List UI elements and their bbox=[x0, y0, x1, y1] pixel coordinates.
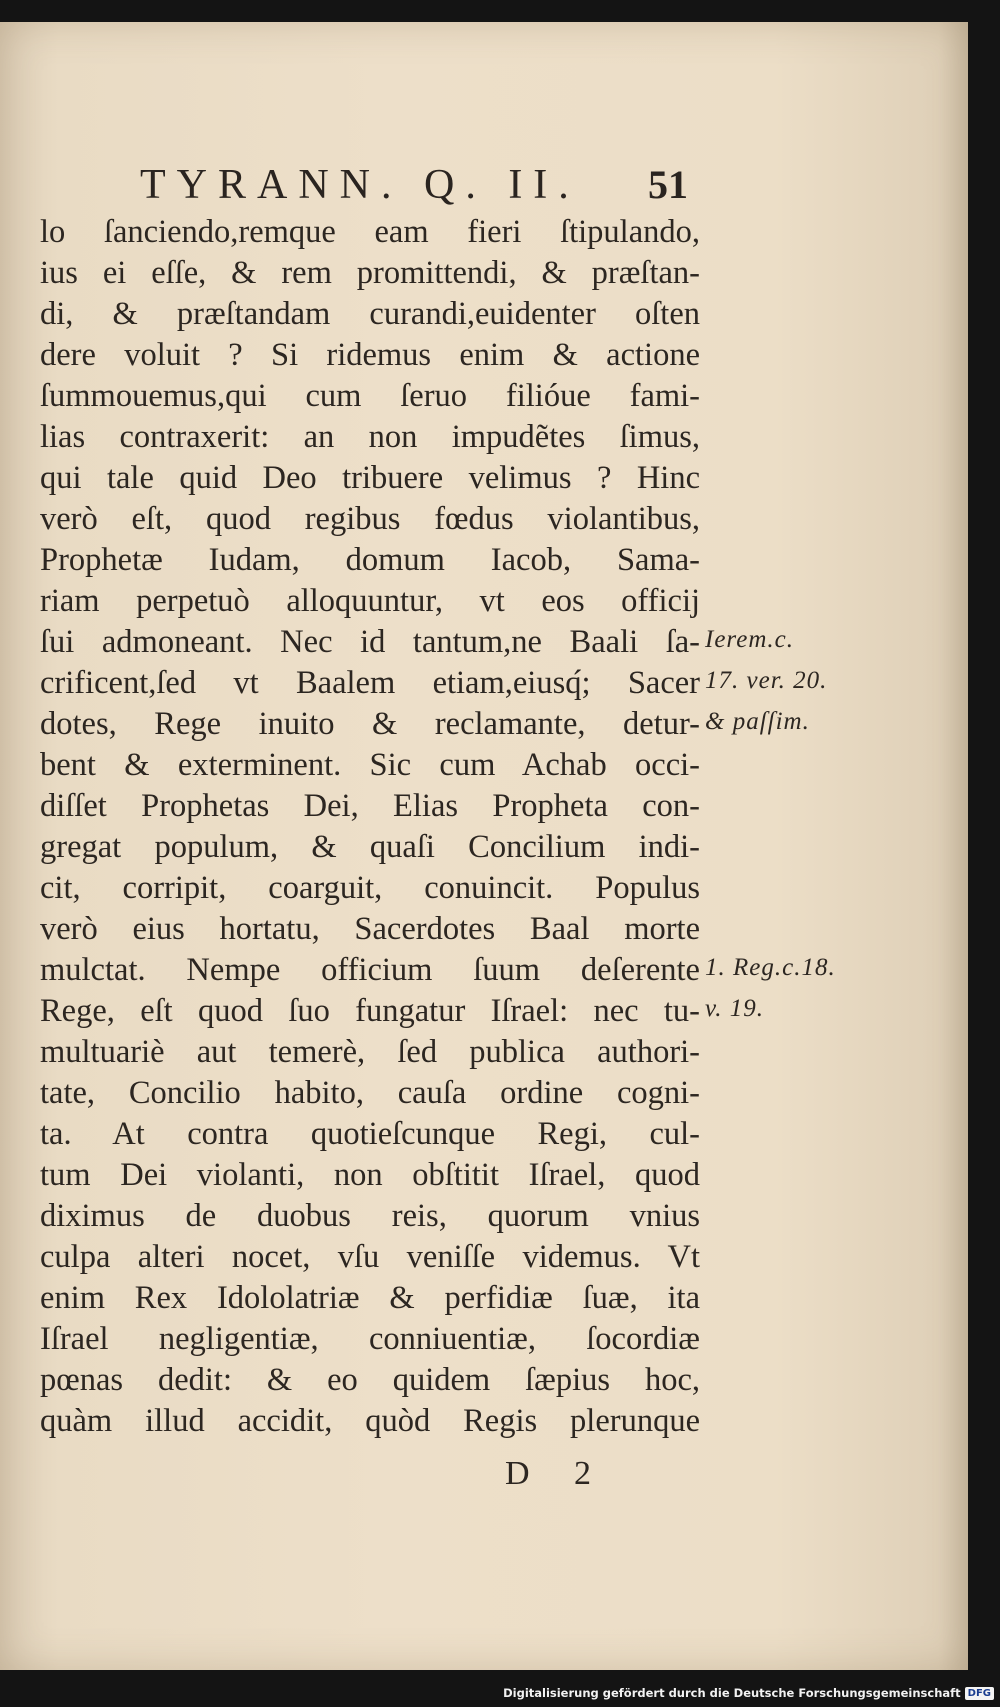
page-header bbox=[0, 160, 968, 210]
text-line: ius ei eſſe, & rem promittendi, & præſtan- bbox=[40, 255, 700, 291]
text-line: diximus de duobus reis, quorum vnius bbox=[40, 1198, 700, 1234]
text-line: enim Rex Idololatriæ & perfidiæ ſuæ, ita bbox=[40, 1280, 700, 1316]
text-line: crificent,ſed vt Baalem etiam,eiusq́; Sacer bbox=[40, 665, 700, 701]
credit-text: Digitalisierung gefördert durch die Deutsche Forschungsgemeinschaft bbox=[503, 1686, 961, 1700]
text-line: qui tale quid Deo tribuere velimus ? Hinc bbox=[40, 460, 700, 496]
page-number: 51 bbox=[648, 162, 688, 207]
text-line: quàm illud accidit, quòd Regis plerunque bbox=[40, 1403, 700, 1439]
text-line: culpa alteri nocet, vſu veniſſe videmus. Vt bbox=[40, 1239, 700, 1275]
text-line: Prophetæ Iudam, domum Iacob, Sama- bbox=[40, 542, 700, 578]
book-page bbox=[0, 22, 968, 1670]
marginal-note: 1. Reg.c.18. bbox=[705, 954, 836, 981]
text-line: ſui admoneant. Nec id tantum,ne Baali ſa- bbox=[40, 624, 700, 660]
text-line: ſummouemus,qui cum ſeruo filióue fami- bbox=[40, 378, 700, 414]
marginal-note: v. 19. bbox=[705, 995, 764, 1022]
dfg-logo-icon: DFG bbox=[965, 1687, 994, 1700]
text-line: tate, Concilio habito, cauſa ordine cogni- bbox=[40, 1075, 700, 1111]
digitization-credit bbox=[503, 1682, 994, 1704]
text-line: bent & exterminent. Sic cum Achab occi- bbox=[40, 747, 700, 783]
text-line: diſſet Prophetas Dei, Elias Propheta con- bbox=[40, 788, 700, 824]
text-line: multuariè aut temerè, ſed publica authori- bbox=[40, 1034, 700, 1070]
marginal-note: 17. ver. 20. bbox=[705, 667, 828, 694]
text-line: verò eſt, quod regibus fœdus violantibus, bbox=[40, 501, 700, 537]
text-line: lias contraxerit: an non impudẽtes ſimus, bbox=[40, 419, 700, 455]
running-title: TYRANN. Q. II. bbox=[140, 162, 580, 208]
text-line: tum Dei violanti, non obſtitit Iſrael, quod bbox=[40, 1157, 700, 1193]
text-line: verò eius hortatu, Sacerdotes Baal morte bbox=[40, 911, 700, 947]
marginal-note: Ierem.c. bbox=[705, 626, 794, 653]
text-line: ta. At contra quotieſcunque Regi, cul- bbox=[40, 1116, 700, 1152]
text-line: riam perpetuò alloquuntur, vt eos officij bbox=[40, 583, 700, 619]
text-line: lo ſanciendo,remque eam fieri ſtipulando, bbox=[40, 214, 700, 250]
text-line: cit, corripit, coarguit, conuincit. Populus bbox=[40, 870, 700, 906]
text-line: mulctat. Nempe officium ſuum deſerente bbox=[40, 952, 700, 988]
text-line: di, & præſtandam curandi,euidenter oſten bbox=[40, 296, 700, 332]
text-line: pœnas dedit: & eo quidem ſæpius hoc, bbox=[40, 1362, 700, 1398]
body-text bbox=[40, 212, 700, 1442]
text-line: Iſrael negligentiæ, conniuentiæ, ſocordiæ bbox=[40, 1321, 700, 1357]
signature-mark: D 2 bbox=[505, 1455, 610, 1492]
marginal-note: & paſſim. bbox=[705, 708, 810, 735]
text-line: gregat populum, & quaſi Concilium indi- bbox=[40, 829, 700, 865]
text-line: Rege, eſt quod ſuo fungatur Iſrael: nec tu- bbox=[40, 993, 700, 1029]
text-line: dotes, Rege inuito & reclamante, detur- bbox=[40, 706, 700, 742]
text-line: dere voluit ? Si ridemus enim & actione bbox=[40, 337, 700, 373]
